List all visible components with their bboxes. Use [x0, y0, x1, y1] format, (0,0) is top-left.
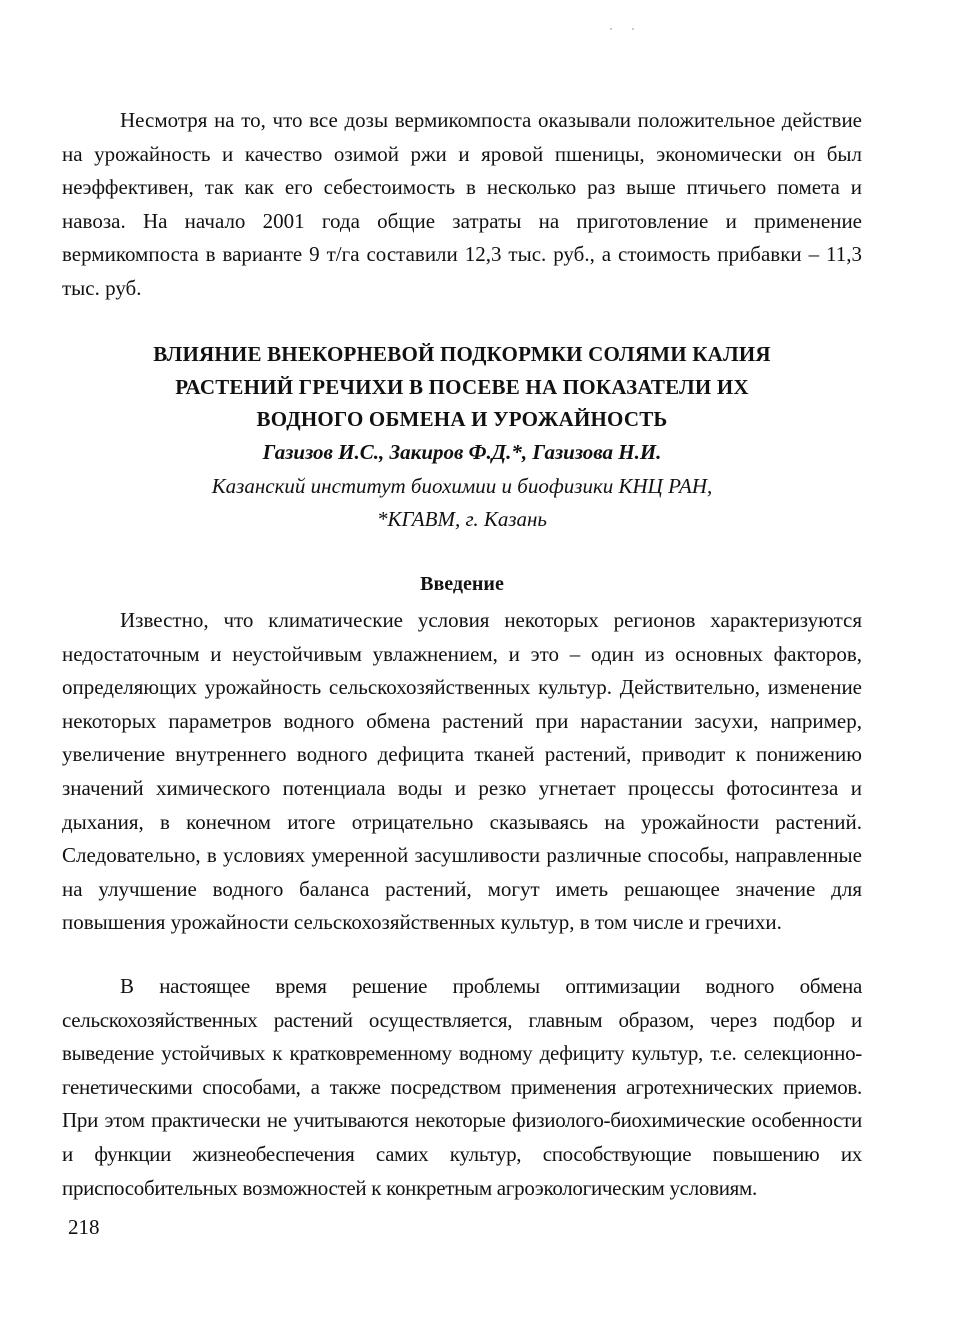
scan-speck — [632, 28, 634, 30]
title-line-3: ВОДНОГО ОБМЕНА И УРОЖАЙНОСТЬ — [256, 407, 668, 431]
title-line-1: ВЛИЯНИЕ ВНЕКОРНЕВОЙ ПОДКОРМКИ СОЛЯМИ КАЛИЯ — [153, 342, 771, 366]
page-number: 218 — [68, 1215, 100, 1239]
section-heading: Введение — [420, 573, 504, 595]
article-authors: Газизов И.С., Закиров Ф.Д.*, Газизова Н.И. — [262, 440, 662, 464]
body-paragraph-1-block — [62, 604, 862, 940]
title-line-2: РАСТЕНИЙ ГРЕЧИХИ В ПОСЕВЕ НА ПОКАЗАТЕЛИ ИХ — [175, 374, 749, 399]
body-paragraph-2-block — [62, 970, 862, 1205]
intro-paragraph: Несмотря на то, что все дозы вермикомпоста оказывали положительное действие на урожайность и качество озимой ржи и яровой пшеницы, экономически он был неэффективен, так как его себестоимость в несколько раз выше птичьего помета и навоза. На начало 2001 года общие затраты на приготовление и применение вермикомпоста в варианте 9 т/га составили 12,3 тыс. руб., а стоимость прибавки – 11,3 тыс. руб. — [62, 108, 862, 300]
article-affiliation — [62, 470, 862, 536]
affiliation-line-1: Казанский институт биохимии и биофизики КНЦ РАН, — [211, 474, 713, 498]
intro-paragraph-block — [62, 104, 862, 306]
body-paragraph-1: Известно, что климатические условия некоторых регионов характеризуются недостаточным и неустойчивым увлажнением, и это – один из основных факторов, определяющих урожайность сельскохозяйственных культур. Действительно, изменение некоторых параметров водного обмена растений при нарастании засухи, например, увеличение внутреннего водного дефицита тканей растений, приводит к понижению значений химического потенциала воды и резко угнетает процессы фотосинтеза и дыхания, в конечном итоге отрицательно сказываясь на урожайности растений. Следовательно, в условиях умеренной засушливости различные способы, направленные на улучшение водного баланса растений, могут иметь решающее значение для повышения урожайности сельскохозяйственных культур, в том числе и гречихи. — [62, 608, 862, 935]
affiliation-line-2: *КГАВМ, г. Казань — [377, 507, 547, 531]
scan-speck — [610, 28, 612, 30]
body-paragraph-2: В настоящее время решение проблемы оптимизации водного обмена сельскохозяйственных растений осуществляется, главным образом, через подбор и выведение устойчивых к кратковременному водному дефициту культур, т.е. селекционно-генетическими способами, а также посредством применения агротехнических приемов. При этом практически не учитываются некоторые физиолого-биохимические особенности и функции жизнеобеспечения самих культур, способствующие повышению их приспособительных возможностей к конкретным агроэкологическим условиям. — [62, 974, 862, 1200]
article-title — [62, 338, 862, 436]
